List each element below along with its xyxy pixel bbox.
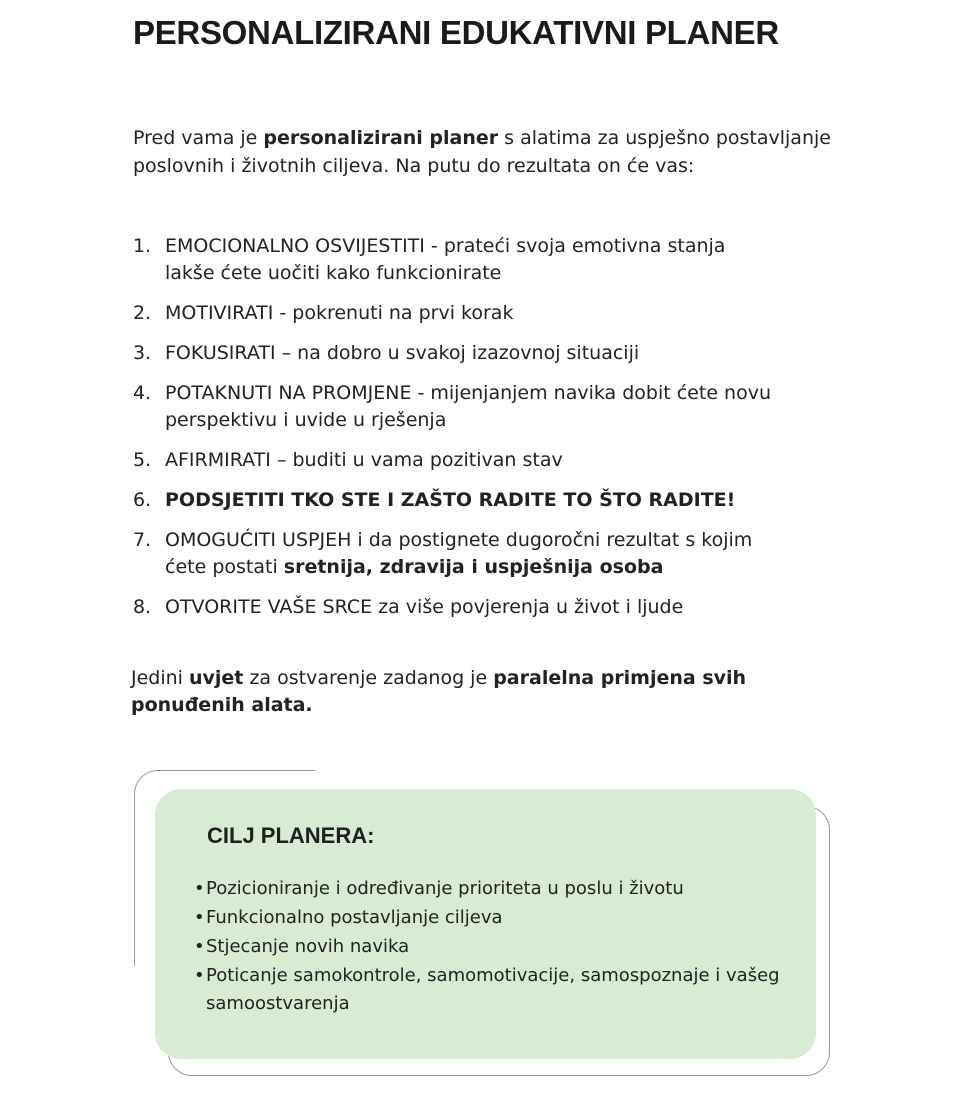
list-item xyxy=(133,527,773,581)
list-item-text: OMOGUĆITI USPJEH i da postignete dugoročni rezultat s kojim ćete postati xyxy=(165,529,753,578)
goal-item xyxy=(194,962,784,1018)
closing-text: Jedini xyxy=(131,667,189,689)
closing-text: za ostvarenje zadanog je xyxy=(243,667,494,689)
goal-item-text: Stjecanje novih navika xyxy=(206,936,410,957)
list-item-number: 8. xyxy=(133,596,152,618)
goals-list xyxy=(194,875,784,1019)
goal-item-text: Poticanje samokontrole, samomotivacije, samospoznaje i vašeg samoostvarenja xyxy=(206,965,780,1014)
list-item xyxy=(133,487,773,514)
list-item-text-bold: PODSJETITI TKO STE I ZAŠTO RADITE TO ŠTO RADITE! xyxy=(165,489,736,511)
list-item-number: 3. xyxy=(133,342,152,364)
benefits-list xyxy=(133,233,773,634)
list-item-number: 6. xyxy=(133,489,152,511)
intro-text-post: s alatima za uspješno postavljanje poslovnih i životnih ciljeva. Na putu do rezultata on će vas: xyxy=(133,127,831,177)
list-item-number: 2. xyxy=(133,302,152,324)
list-item xyxy=(133,340,773,367)
intro-paragraph xyxy=(133,124,833,180)
list-item xyxy=(133,233,773,287)
closing-text-bold: uvjet xyxy=(189,667,244,689)
goals-title: CILJ PLANERA: xyxy=(207,823,375,848)
list-item-text: AFIRMIRATI – buditi u vama pozitivan stav xyxy=(165,449,563,471)
intro-text-bold: personalizirani planer xyxy=(263,127,499,149)
list-item-number: 5. xyxy=(133,449,152,471)
list-item xyxy=(133,300,773,327)
list-item-text: FOKUSIRATI – na dobro u svakoj izazovnoj situaciji xyxy=(165,342,640,364)
closing-paragraph xyxy=(131,665,771,719)
list-item xyxy=(133,380,773,434)
bullet-icon: • xyxy=(194,965,205,986)
goals-card xyxy=(155,789,816,1059)
bullet-icon: • xyxy=(194,878,205,899)
list-item-text-bold: sretnija, zdravija i uspješnija osoba xyxy=(283,556,664,578)
list-item xyxy=(133,447,773,474)
goal-item xyxy=(194,904,784,932)
goal-item-text: Pozicioniranje i određivanje prioriteta u poslu i životu xyxy=(206,878,684,899)
bullet-icon: • xyxy=(194,936,205,957)
list-item-number: 1. xyxy=(133,235,152,257)
page-title: PERSONALIZIRANI EDUKATIVNI PLANER xyxy=(133,14,779,51)
goal-item xyxy=(194,933,784,961)
bullet-icon: • xyxy=(194,907,205,928)
list-item-text: EMOCIONALNO OSVIJESTITI - prateći svoja emotivna stanja lakše ćete uočiti kako funkcionirate xyxy=(165,235,726,284)
list-item xyxy=(133,594,773,621)
list-item-text: POTAKNUTI NA PROMJENE - mijenjanjem navika dobit ćete novu perspektivu i uvide u rješenja xyxy=(165,382,772,431)
intro-text-pre: Pred vama je xyxy=(133,127,264,149)
list-item-text: MOTIVIRATI - pokrenuti na prvi korak xyxy=(165,302,514,324)
list-item-number: 7. xyxy=(133,529,152,551)
goal-item xyxy=(194,875,784,903)
list-item-number: 4. xyxy=(133,382,152,404)
closing-text-bold: paralelna primjena svih ponuđenih alata. xyxy=(131,667,747,716)
goal-item-text: Funkcionalno postavljanje ciljeva xyxy=(206,907,503,928)
list-item-text: OTVORITE VAŠE SRCE za više povjerenja u život i ljude xyxy=(165,596,684,618)
